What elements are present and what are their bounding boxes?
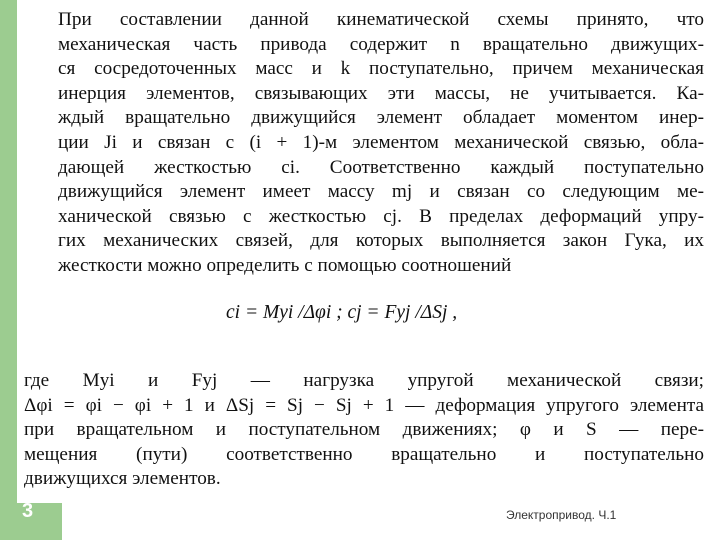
text-line: движущихся элементов. [24,468,221,490]
text-line: мещения (пути) соответственно вращательно и поступательно [24,443,704,465]
text-line: инерция элементов, связывающих эти массы, не учитывается. Ка- [58,82,704,104]
text-line: ции Ji и связан с (i + 1)-м элементом механической связью, обла- [58,131,704,153]
paragraph-definitions [24,369,704,492]
text-line: где Myi и Fyj — нагрузка упругой механической связи; [24,370,704,391]
stiffness-formula: ci = Myi /Δφi ; cj = Fyj /ΔSj , [226,302,458,323]
text-line: ся сосредоточенных масс и k поступательно, причем механическая [58,58,704,80]
text-line: движущийся элемент имеет массу mj и связан со следующим ме- [58,181,704,203]
text-line: при вращательном и поступательном движениях; φ и S — пере- [24,419,704,441]
slide-number: 3 [22,500,34,522]
text-line: ждый вращательно движущийся элемент обладает моментом инер- [58,107,704,129]
paragraph-kinematic-scheme [24,8,704,279]
text-line: жесткости можно определить с помощью соотношений [58,254,512,276]
text-line: Δφi = φi − φi + 1 и ΔSj = Sj − Sj + 1 — деформация упругого элемента [24,394,704,416]
text-line: гих механических связей, для которых выполняется закон Гука, их [58,230,704,252]
text-line: ханической связью с жесткостью cj. В пределах деформаций упру- [58,205,704,227]
text-line: При составлении данной кинематической схемы принято, что [58,9,704,30]
footer-title: Электропривод. Ч.1 [506,508,617,522]
text-line: дающей жесткостью ci. Соответственно каждый поступательно [58,156,704,178]
text-line: механическая часть привода содержит n вращательно движущих- [58,33,704,55]
